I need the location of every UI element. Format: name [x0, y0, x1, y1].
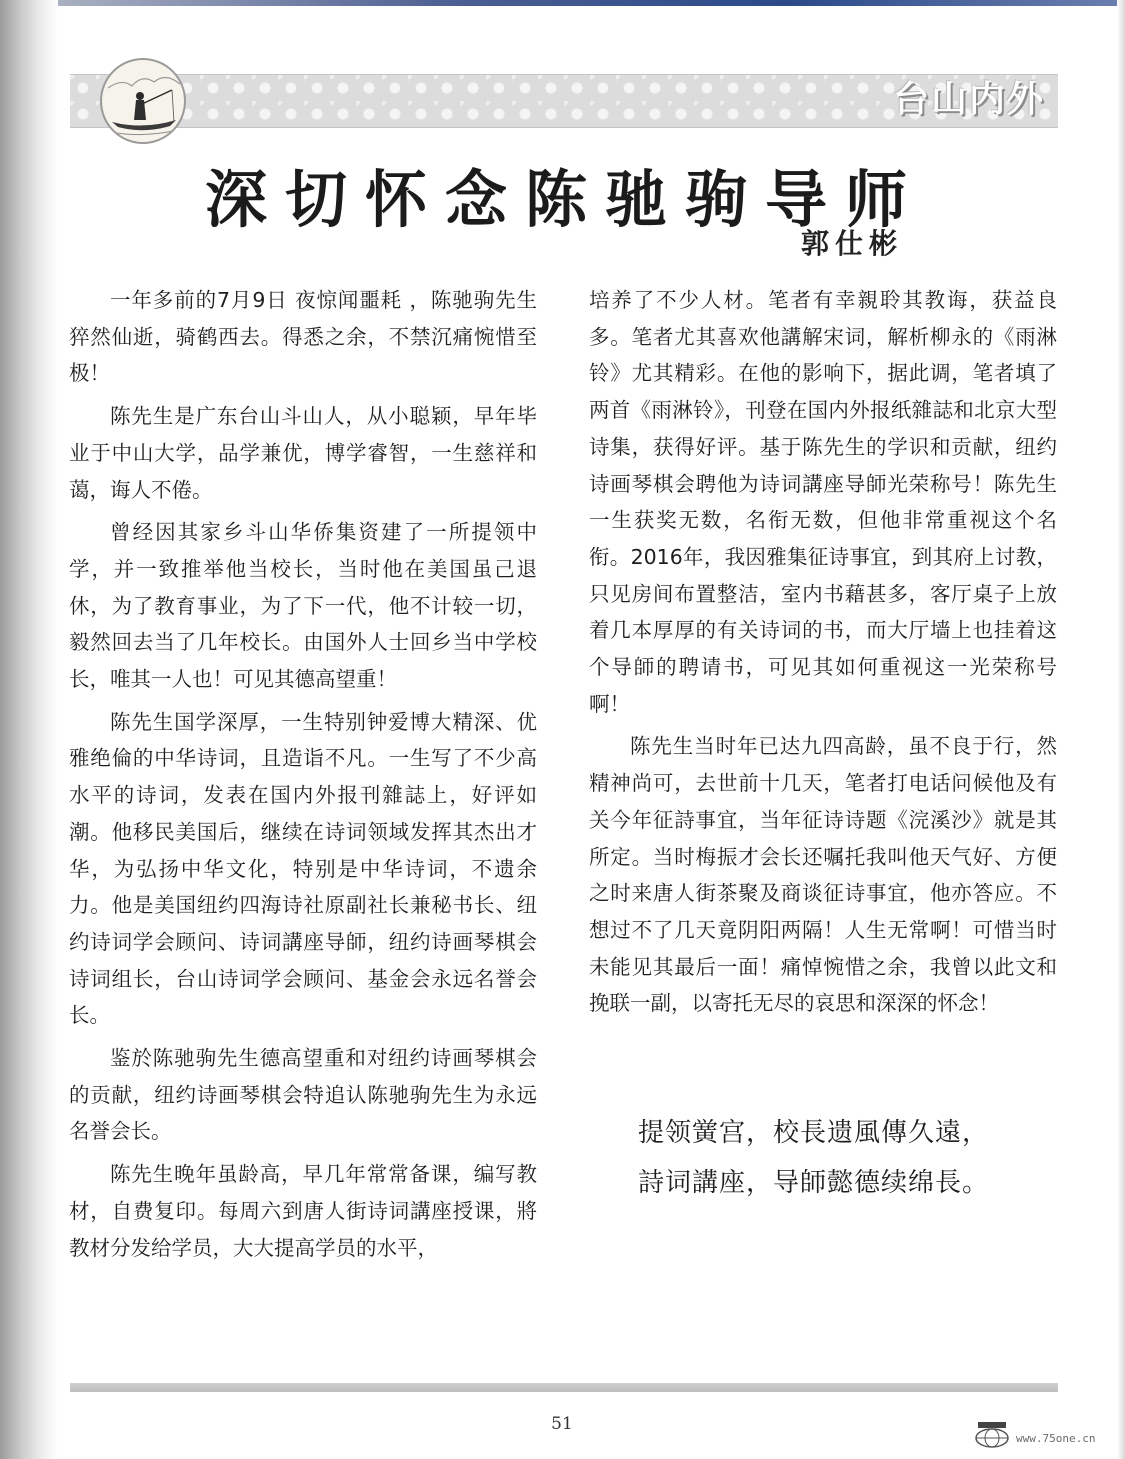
site-watermark	[970, 1416, 1120, 1452]
article-column-right	[589, 282, 1057, 1028]
article-paragraph: 陈先生国学深厚，一生特别钟爱博大精深、优雅绝倫的中华诗词，且造诣不凡。一生写了不少高水平的诗词，发表在国内外报刊雜誌上，好评如潮。他移民美国后，继续在诗词领域发挥其杰出才华，为弘扬中华文化，特别是中华诗词，不遗余力。他是美国纽约四海诗社原副社长兼秘书长、纽约诗词学会顾问、诗词講座导師，纽约诗画琴棋会诗词组长，台山诗词学会顾问、基金会永远名誉会长。	[69, 709, 537, 1028]
article-paragraph: 陈先生是广东台山斗山人，从小聪颖，早年毕业于中山大学，品学兼优，博学睿智，一生慈祥和蔼，诲人不倦。	[69, 404, 537, 502]
page-number: 51	[551, 1414, 573, 1434]
article-title: 深切怀念陈驰驹导师	[204, 163, 925, 236]
article-paragraph: 陈先生晚年虽龄高，早几年常常备课，编写教材，自费复印。每周六到唐人街诗词講座授课，將教材分发给学员，大大提高学员的水平，	[69, 1162, 537, 1260]
article-paragraph: 培养了不少人材。笔者有幸親聆其教诲，获益良多。笔者尤其喜欢他講解宋词，解析柳永的《雨淋铃》尤其精彩。在他的影响下，据此调，笔者填了两首《雨淋铃》，刊登在国内外报纸雜誌和北京大型诗集，获得好评。基于陈先生的学识和贡献，纽约诗画琴棋会聘他为诗词講座导師光荣称号！陈先生一生获奖无数，名衔无数，但他非常重视这个名衔。2016年，我因雅集征诗事宜，到其府上讨教，只见房间布置整洁，室内书藉甚多，客厅桌子上放着几本厚厚的有关诗词的书，而大厅墙上也挂着这个导師的聘请书，可见其如何重视这一光荣称号啊！	[589, 288, 1057, 716]
elegiac-couplet	[638, 1108, 989, 1208]
article-paragraph: 鉴於陈驰驹先生德高望重和对纽约诗画琴棋会的贡献，纽约诗画琴棋会特追认陈驰驹先生为永远名誉会长。	[69, 1046, 537, 1144]
page-spine-shadow	[0, 0, 58, 1459]
globe-logo-icon	[970, 1420, 1014, 1448]
couplet-line: 詩词講座，导師懿德续绵長。	[638, 1168, 990, 1198]
couplet-line: 提领黉宫，校長遗風傳久遠，	[638, 1118, 990, 1148]
section-title: 台山内外	[892, 79, 1045, 120]
article-paragraph: 曾经因其家乡斗山华侨集资建了一所提领中学，并一致推举他当校长，当时他在美国虽己退休，为了教育事业，为了下一代，他不计较一切，毅然回去当了几年校长。由国外人士回乡当中学校长，唯其一人也！可见其德高望重！	[69, 520, 537, 692]
article-paragraph: 陈先生当时年已达九四高龄，虽不良于行，然精神尚可，去世前十几天，笔者打电话问候他及有关今年征詩事宜，当年征诗诗题《浣溪沙》就是其所定。当时梅振才会长还嘱托我叫他天气好、方便之时来唐人街茶聚及商谈征诗事宜，他亦答应。不想过不了几天竟阴阳两隔！人生无常啊！可惜当时未能见其最后一面！痛悼惋惜之余，我曾以此文和挽联一副，以寄托无尽的哀思和深深的怀念！	[589, 734, 1057, 1016]
fisherman-boat-icon	[100, 58, 186, 144]
footer-rule	[70, 1383, 1058, 1392]
top-color-strip	[0, 0, 1125, 6]
page-right-edge	[1117, 0, 1125, 1459]
article-paragraph: 一年多前的7月9日 夜惊闻噩耗 ，陈驰驹先生猝然仙逝，骑鹤西去。得悉之余，不禁沉痛惋惜至极！	[69, 288, 537, 386]
article-author: 郭仕彬	[800, 227, 903, 260]
watermark-url: www.75one.cn	[1016, 1432, 1096, 1445]
article-column-left	[69, 282, 537, 1272]
